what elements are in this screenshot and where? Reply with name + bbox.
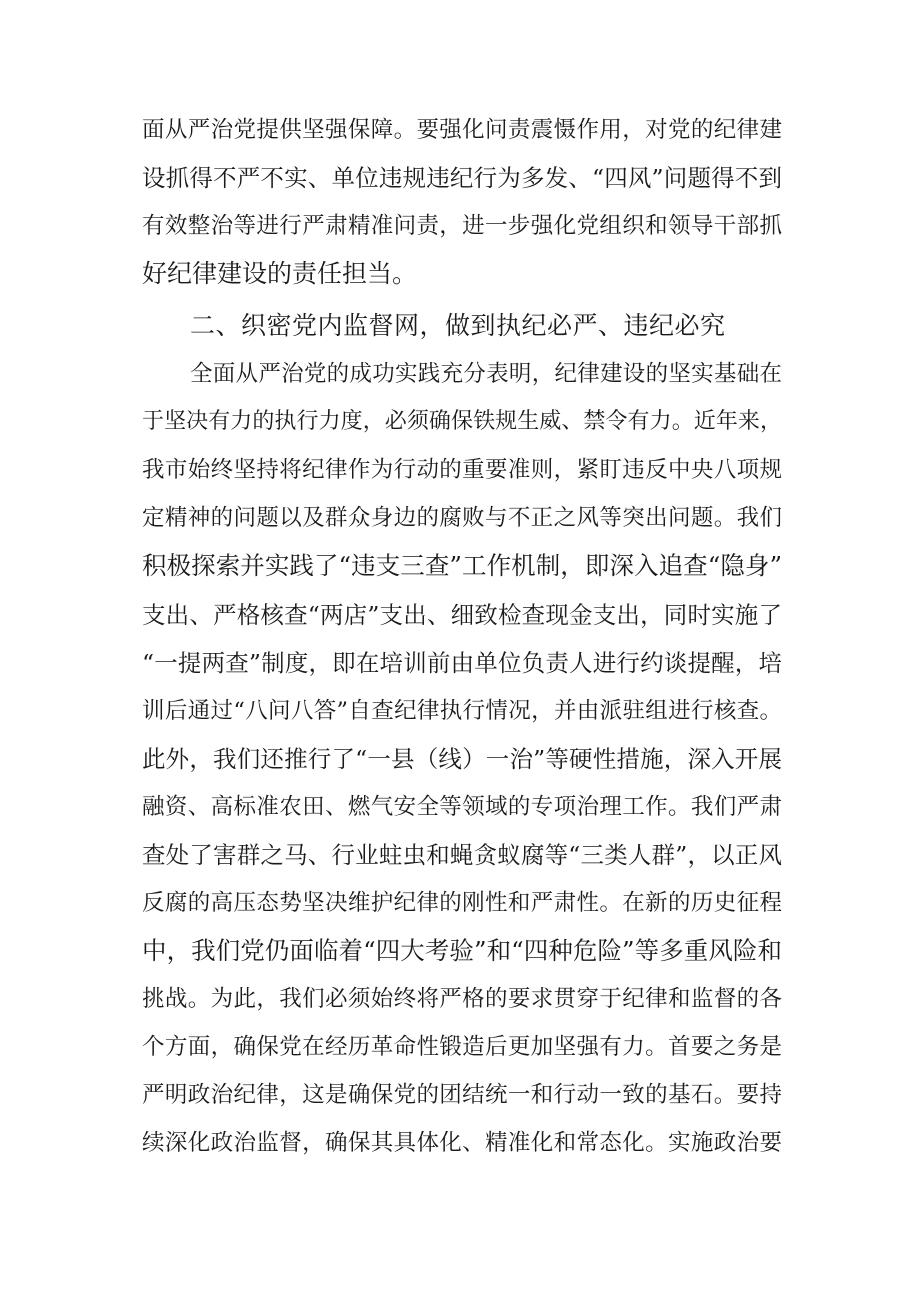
- paragraph-line: 面从严治党提供坚强保障。要强化问责震慑作用，对党的纪律建: [142, 117, 782, 143]
- paragraph-line: 续深化政治监督，确保其具体化、精准化和常态化。实施政治要: [142, 1130, 782, 1156]
- paragraph-line: 定精神的问题以及群众身边的腐败与不正之风等突出问题。我们: [142, 505, 782, 531]
- paragraph-line: 查处了害群之马、行业蛀虫和蝇贪蚁腐等“三类人群”，以正风: [142, 841, 782, 869]
- section-heading: 二、织密党内监督网，做到执纪必严、违纪必究: [190, 311, 726, 340]
- paragraph-line: 挑战。为此，我们必须始终将严格的要求贯穿于纪律和监督的各: [142, 986, 782, 1012]
- paragraph-line: 我市始终坚持将纪律作为行动的重要准则，紧盯违反中央八项规: [142, 457, 782, 483]
- paragraph-line: 中，我们党仍面临着“四大考验”和“四种危险”等多重风险和: [142, 936, 782, 965]
- paragraph-line: 反腐的高压态势坚决维护纪律的刚性和严肃性。在新的历史征程: [142, 890, 782, 916]
- paragraph-line: “一提两查”制度，即在培训前由单位负责人进行约谈提醒，培: [142, 649, 782, 677]
- paragraph-line: 训后通过“八问八答”自查纪律执行情况，并由派驻组进行核查。: [142, 698, 782, 724]
- paragraph-line: 个方面，确保党在经历革命性锻造后更加坚强有力。首要之务是: [142, 1034, 782, 1060]
- paragraph-line: 有效整治等进行严肃精准问责，进一步强化党组织和领导干部抓: [142, 213, 782, 239]
- paragraph-line: 于坚决有力的执行力度，必须确保铁规生威、禁令有力。近年来，: [142, 409, 782, 434]
- paragraph-line: 好纪律建设的责任担当。: [142, 259, 418, 288]
- paragraph-line: 全面从严治党的成功实践充分表明，纪律建设的坚实基础在: [190, 361, 782, 387]
- paragraph-line: 积极探索并实践了“违支三查”工作机制，即深入追查“隐身”: [142, 551, 782, 580]
- paragraph-line: 此外，我们还推行了“一县（线）一治”等硬性措施，深入开展: [142, 745, 782, 773]
- paragraph-line: 设抓得不严不实、单位违规违纪行为多发、“四风”问题得不到: [142, 164, 782, 192]
- paragraph-line: 支出、严格核查“两店”支出、细致检查现金支出，同时实施了: [142, 601, 782, 629]
- paragraph-line: 严明政治纪律，这是确保党的团结统一和行动一致的基石。要持: [142, 1082, 782, 1108]
- paragraph-line: 融资、高标准农田、燃气安全等领域的专项治理工作。我们严肃: [142, 794, 782, 820]
